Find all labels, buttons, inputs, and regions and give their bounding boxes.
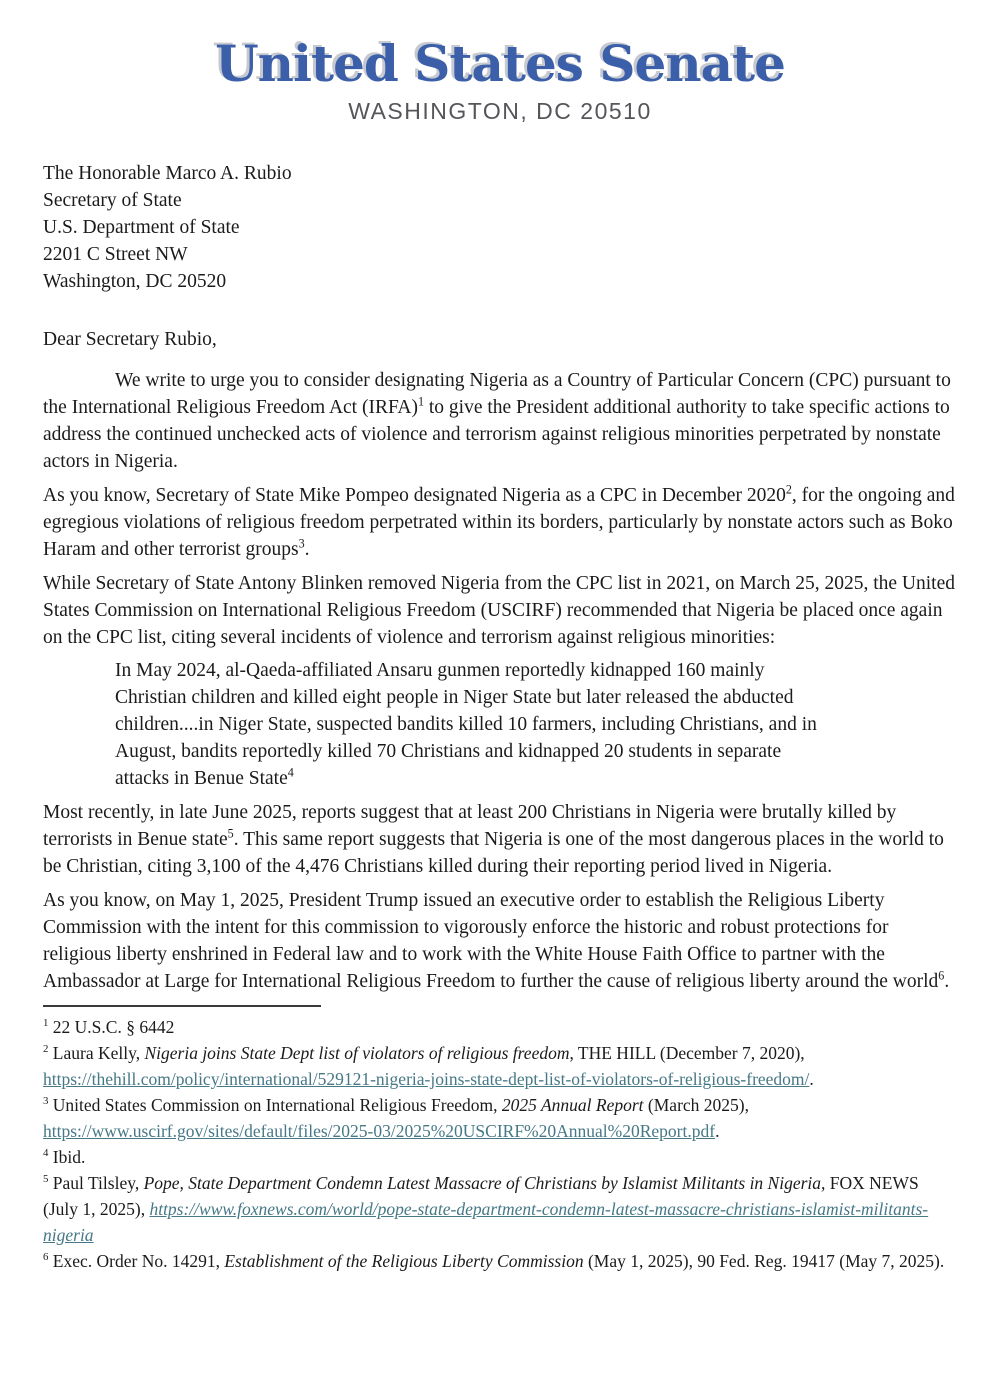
footnote-1	[43, 1014, 957, 1040]
paragraph-2-text: As you know, Secretary of State Mike Pompeo designated Nigeria as a CPC in December 2020	[43, 485, 786, 506]
address-line-department: U.S. Department of State	[43, 217, 240, 238]
letterhead-title: United States Senate	[215, 34, 785, 93]
footnote-6-marker: 6	[43, 1251, 49, 1264]
address-line-title: Secretary of State	[43, 190, 182, 211]
letterhead-subtitle: WASHINGTON, DC 20510	[348, 98, 652, 124]
footnote-ref-6: 6	[938, 968, 945, 983]
paragraph-4-text: Most recently, in late June 2025, reports suggest that at least 200 Christians in Nigeria were brutally killed by terrorists in Benue state	[43, 802, 897, 850]
footnote-separator	[43, 1005, 321, 1007]
paragraph-5-period: .	[944, 971, 950, 992]
paragraph-5	[43, 887, 957, 995]
paragraph-1-text-cont: to give the President additional authority to take specific actions to address the continued unchecked acts of violence and terrorism against religious minorities perpetrated by nonstate actors in Nigeria.	[43, 397, 950, 472]
paragraph-1-text: We write to urge you to consider designating Nigeria as a Country of Particular Concern (CPC) pursuant to the International Religious Freedom Act (IRFA)	[43, 370, 951, 418]
footnote-ref-5: 5	[227, 826, 234, 841]
footnote-5-source: FOX NEWS (July 1, 2025),	[43, 1173, 919, 1219]
address-line-city: Washington, DC 20520	[43, 271, 227, 292]
footnote-2-link[interactable]: https://thehill.com/policy/international/529121-nigeria-joins-state-dept-list-of-violators-of-religious-freedom/	[43, 1069, 810, 1089]
paragraph-4	[43, 799, 957, 880]
blockquote-text: In May 2024, al-Qaeda-affiliated Ansaru gunmen reportedly kidnapped 160 mainly Christian children and killed eight people in Niger State but later released the abducted children....in Niger State, suspected bandits killed 10 farmers, including Christians, and in August, bandits reportedly killed 70 Christians and kidnapped 20 students in separate attacks in Benue State	[115, 660, 817, 789]
paragraph-2-text-cont: , for the ongoing and egregious violations of religious freedom perpetrated within its borders, particularly by nonstate actors such as Boko Haram and other terrorist groups	[43, 485, 955, 560]
footnote-5-marker: 5	[43, 1173, 49, 1186]
footnote-2-period: .	[809, 1069, 814, 1089]
salutation: Dear Secretary Rubio,	[43, 329, 217, 350]
paragraph-4-text-cont: . This same report suggests that Nigeria is one of the most dangerous places in the world to be Christian, citing 3,100 of the 4,476 Christians killed during their reporting period lived in Nigeria.	[43, 829, 944, 877]
paragraph-3-text: While Secretary of State Antony Blinken removed Nigeria from the CPC list in 2021, on March 25, 2025, the United States Commission on International Religious Freedom (USCIRF) recommended that Nigeria be placed once again on the CPC list, citing several incidents of violence and terrorism against religious minorities:	[43, 573, 955, 648]
letterhead	[43, 0, 957, 124]
paragraph-2-period: .	[304, 539, 310, 560]
footnote-5	[43, 1170, 957, 1248]
footnote-3-link[interactable]: https://www.uscirf.gov/sites/default/files/2025-03/2025%20USCIRF%20Annual%20Report.pdf	[43, 1121, 716, 1141]
footnote-5-author: Paul Tilsley,	[48, 1173, 144, 1193]
footnote-4-text: Ibid.	[48, 1147, 86, 1167]
footnote-ref-3: 3	[298, 536, 305, 551]
footnote-3-author: United States Commission on International Religious Freedom,	[48, 1095, 502, 1115]
address-line-name: The Honorable Marco A. Rubio	[43, 163, 292, 184]
footnote-5-link[interactable]: https://www.foxnews.com/world/pope-state-department-condemn-latest-massacre-christians-islamist-militants-nigeria	[43, 1199, 929, 1245]
footnote-ref-1: 1	[417, 394, 424, 409]
footnote-6-citation: Exec. Order No. 14291,	[48, 1251, 225, 1271]
footnote-2-marker: 2	[43, 1043, 49, 1056]
footnote-2-author: Laura Kelly,	[48, 1043, 145, 1063]
footnote-3-date: (March 2025),	[643, 1095, 749, 1115]
footnote-1-marker: 1	[43, 1017, 49, 1030]
footnote-6	[43, 1248, 957, 1274]
footnote-2	[43, 1040, 957, 1092]
blockquote-excerpt	[115, 657, 830, 792]
footnote-3	[43, 1092, 957, 1144]
footnote-5-article-title: Pope, State Department Condemn Latest Massacre of Christians by Islamist Militants in Nigeria,	[143, 1173, 826, 1193]
paragraph-5-text: As you know, on May 1, 2025, President Trump issued an executive order to establish the Religious Liberty Commission with the intent for this commission to vigorously enforce the historic and robust protections for religious liberty enshrined in Federal law and to work with the White House Faith Office to partner with the Ambassador at Large for International Religious Freedom to further the cause of religious liberty around the world	[43, 890, 939, 992]
footnote-4	[43, 1144, 957, 1170]
footnote-6-citation-cont: (May 1, 2025), 90 Fed. Reg. 19417 (May 7, 2025).	[583, 1251, 945, 1271]
address-line-street: 2201 C Street NW	[43, 244, 188, 265]
footnote-1-text: 22 U.S.C. § 6442	[48, 1017, 175, 1037]
footnote-ref-4: 4	[287, 765, 294, 780]
footnote-3-marker: 3	[43, 1095, 49, 1108]
footnote-ref-2: 2	[785, 482, 792, 497]
footnote-3-period: .	[715, 1121, 720, 1141]
paragraph-1	[43, 367, 957, 475]
footnote-2-article-title: Nigeria joins State Dept list of violators of religious freedom	[144, 1043, 570, 1063]
footnote-6-order-title: Establishment of the Religious Liberty Commission	[224, 1251, 584, 1271]
paragraph-3	[43, 570, 957, 651]
footnote-4-marker: 4	[43, 1147, 49, 1160]
paragraph-2	[43, 482, 957, 563]
footnote-3-report-title: 2025 Annual Report	[501, 1095, 644, 1115]
recipient-address	[43, 160, 957, 295]
footnote-list	[43, 1014, 957, 1274]
footnote-2-source: , THE HILL (December 7, 2020),	[569, 1043, 805, 1063]
